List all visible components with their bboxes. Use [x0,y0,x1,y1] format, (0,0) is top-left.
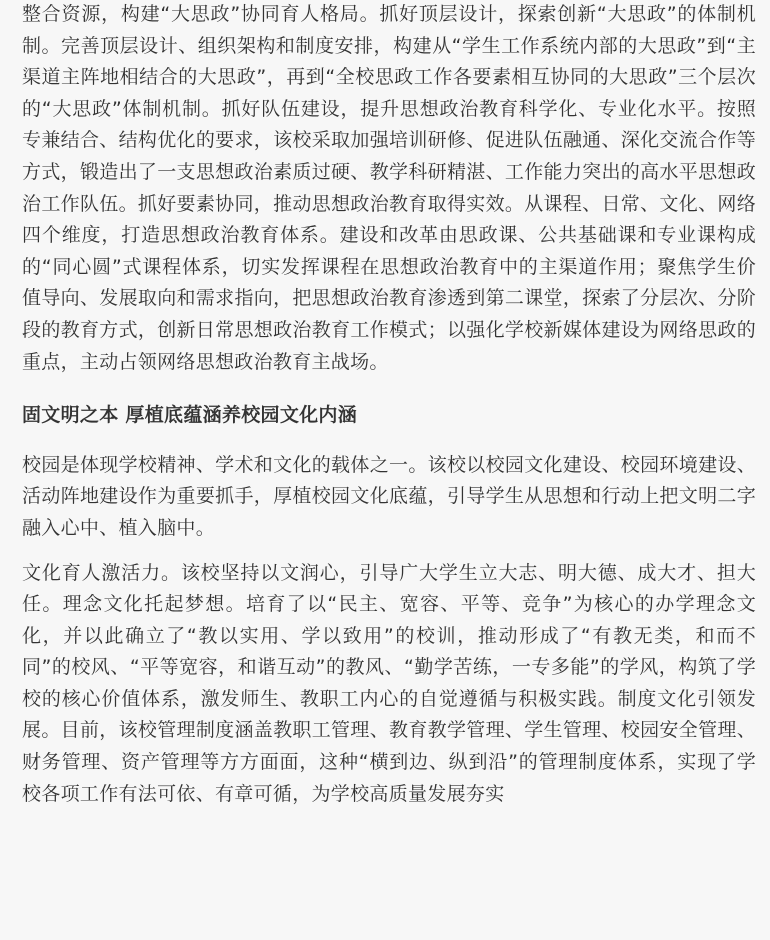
article-body [22,0,756,823]
paragraph-grand-ideological-education: 整合资源，构建“大思政”协同育人格局。抓好顶层设计，探索创新“大思政”的体制机制。完善顶层设计、组织架构和制度安排，构建从“学生工作系统内部的大思政”到“主渠道主阵地相结合的大思政”，再到“全校思政工作各要素相互协同的大思政”三个层次的“大思政”体制机制。抓好队伍建设，提升思想政治教育科学化、专业化水平。按照专兼结合、结构优化的要求，该校采取加强培训研修、促进队伍融通、深化交流合作等方式，锻造出了一支思想政治素质过硬、教学科研精湛、工作能力突出的高水平思想政治工作队伍。抓好要素协同，推动思想政治教育取得实效。从课程、日常、文化、网络四个维度，打造思想政治教育体系。建设和改革由思政课、公共基础课和专业课构成的“同心圆”式课程体系，切实发挥课程在思想政治教育中的主渠道作用；聚焦学生价值导向、发展取向和需求指向，把思想政治教育渗透到第二课堂，探索了分层次、分阶段的教育方式，创新日常思想政治教育工作模式；以强化学校新媒体建设为网络思政的重点，主动占领网络思想政治教育主战场。 [22,3,756,373]
paragraph-campus-culture: 校园是体现学校精神、学术和文化的载体之一。该校以校园文化建设、校园环境建设、活动阵地建设作为重要抓手，厚植校园文化底蕴，引导学生从思想和行动上把文明二字融入心中、植入脑中。 [22,453,756,539]
section-heading: 固文明之本 厚植底蕴涵养校园文化内涵 [22,404,358,427]
paragraph-culture-education: 文化育人激活力。该校坚持以文润心，引导广大学生立大志、明大德、成大才、担大任。理念文化托起梦想。培育了以“民主、宽容、平等、竞争”为核心的办学理念文化，并以此确立了“教以实用、学以致用”的校训，推动形成了“有教无类，和而不同”的校风、“平等宽容，和谐互动”的教风、“勤学苦练，一专多能”的学风，构筑了学校的核心价值体系，激发师生、教职工内心的自觉遵循与积极实践。制度文化引领发展。目前，该校管理制度涵盖教职工管理、教育教学管理、学生管理、校园安全管理、财务管理、资产管理等方方面面，这种“横到边、纵到沿”的管理制度体系，实现了学校各项工作有法可依、有章可循，为学校高质量发展夯实 [22,561,756,805]
